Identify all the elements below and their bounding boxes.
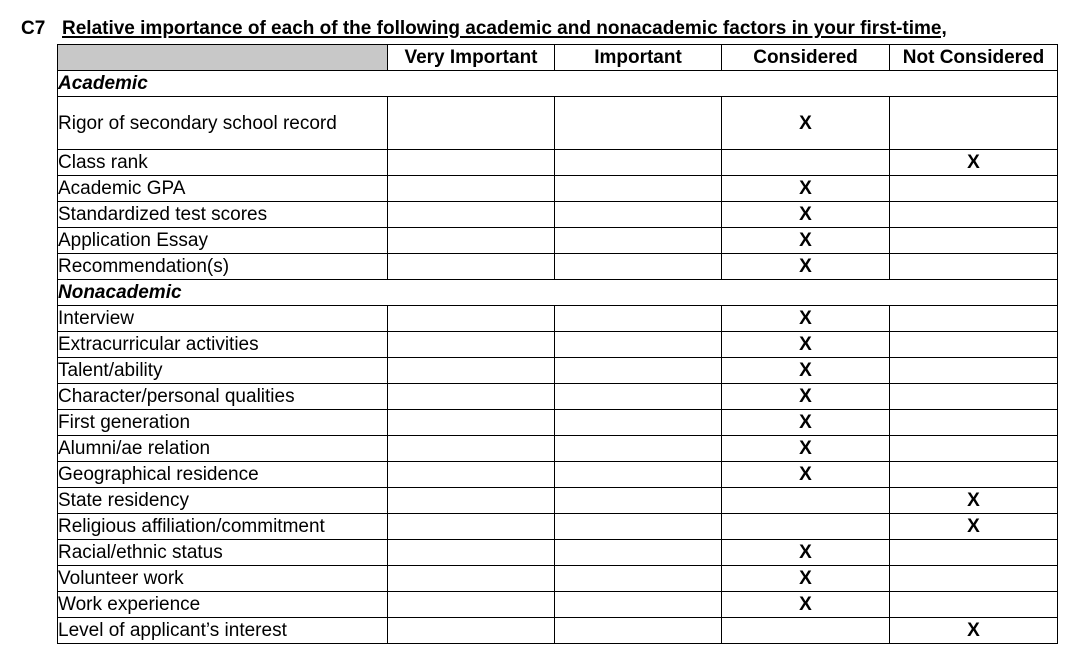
- column-header-very-important: Very Important: [388, 45, 555, 71]
- question-heading: [21, 17, 947, 41]
- table-row: [58, 592, 1058, 618]
- rating-mark: X: [722, 306, 890, 332]
- rating-cell-not-considered: [890, 306, 1058, 332]
- factor-label: Class rank: [58, 150, 388, 176]
- section-row: [58, 71, 1058, 97]
- factor-label: First generation: [58, 410, 388, 436]
- table-row: [58, 358, 1058, 384]
- rating-cell-very-important: [388, 358, 555, 384]
- table-row: [58, 488, 1058, 514]
- factors-table: [57, 44, 1058, 644]
- rating-mark: X: [722, 566, 890, 592]
- rating-cell-very-important: [388, 384, 555, 410]
- rating-cell-important: [555, 254, 722, 280]
- rating-mark: X: [722, 462, 890, 488]
- question-code: C7: [21, 18, 46, 39]
- rating-cell-not-considered: [890, 176, 1058, 202]
- rating-cell-not-considered: [890, 384, 1058, 410]
- factor-label: Volunteer work: [58, 566, 388, 592]
- table-row: [58, 410, 1058, 436]
- rating-mark: X: [722, 384, 890, 410]
- rating-cell-important: [555, 202, 722, 228]
- rating-cell-very-important: [388, 150, 555, 176]
- rating-cell-very-important: [388, 202, 555, 228]
- factor-label: Character/personal qualities: [58, 384, 388, 410]
- column-header-not-considered: Not Considered: [890, 45, 1058, 71]
- question-title: Relative importance of each of the following academic and nonacademic factors in your first-time,: [62, 18, 947, 39]
- rating-cell-important: [555, 384, 722, 410]
- rating-cell-important: [555, 462, 722, 488]
- section-label: Academic: [58, 71, 1058, 97]
- table-row: [58, 97, 1058, 150]
- section-label: Nonacademic: [58, 280, 1058, 306]
- rating-cell-important: [555, 306, 722, 332]
- column-header-considered: Considered: [722, 45, 890, 71]
- rating-cell-very-important: [388, 176, 555, 202]
- section-row: [58, 280, 1058, 306]
- rating-cell-not-considered: [890, 332, 1058, 358]
- factor-label: Level of applicant’s interest: [58, 618, 388, 644]
- rating-cell-very-important: [388, 462, 555, 488]
- rating-cell-important: [555, 514, 722, 540]
- rating-mark: X: [722, 97, 890, 150]
- rating-cell-considered: [722, 514, 890, 540]
- rating-cell-very-important: [388, 540, 555, 566]
- factor-label: Application Essay: [58, 228, 388, 254]
- rating-mark: X: [722, 410, 890, 436]
- rating-mark: X: [722, 592, 890, 618]
- rating-cell-very-important: [388, 97, 555, 150]
- factor-label: Racial/ethnic status: [58, 540, 388, 566]
- factor-label: Rigor of secondary school record: [58, 97, 388, 150]
- table-row: [58, 384, 1058, 410]
- table-row: [58, 332, 1058, 358]
- factor-label: Geographical residence: [58, 462, 388, 488]
- rating-cell-not-considered: [890, 228, 1058, 254]
- rating-cell-not-considered: [890, 436, 1058, 462]
- factor-label: Work experience: [58, 592, 388, 618]
- table-row: [58, 514, 1058, 540]
- rating-cell-important: [555, 540, 722, 566]
- factor-label: Alumni/ae relation: [58, 436, 388, 462]
- rating-cell-not-considered: [890, 410, 1058, 436]
- rating-cell-very-important: [388, 436, 555, 462]
- rating-cell-not-considered: [890, 462, 1058, 488]
- rating-cell-important: [555, 618, 722, 644]
- rating-mark: X: [890, 514, 1058, 540]
- rating-cell-important: [555, 176, 722, 202]
- factor-label: Extracurricular activities: [58, 332, 388, 358]
- rating-mark: X: [722, 176, 890, 202]
- rating-cell-very-important: [388, 228, 555, 254]
- factor-label: Interview: [58, 306, 388, 332]
- table-row: [58, 254, 1058, 280]
- rating-cell-not-considered: [890, 358, 1058, 384]
- rating-cell-very-important: [388, 566, 555, 592]
- factor-label: State residency: [58, 488, 388, 514]
- column-header-important: Important: [555, 45, 722, 71]
- rating-cell-very-important: [388, 410, 555, 436]
- rating-cell-very-important: [388, 306, 555, 332]
- rating-mark: X: [722, 202, 890, 228]
- rating-cell-important: [555, 566, 722, 592]
- table-row: [58, 150, 1058, 176]
- rating-mark: X: [722, 254, 890, 280]
- table-row: [58, 436, 1058, 462]
- rating-cell-considered: [722, 488, 890, 514]
- rating-cell-important: [555, 436, 722, 462]
- table-row: [58, 618, 1058, 644]
- rating-cell-important: [555, 150, 722, 176]
- rating-cell-very-important: [388, 514, 555, 540]
- table-row: [58, 202, 1058, 228]
- rating-cell-very-important: [388, 254, 555, 280]
- rating-mark: X: [890, 618, 1058, 644]
- rating-cell-important: [555, 488, 722, 514]
- factor-label: Religious affiliation/commitment: [58, 514, 388, 540]
- header-blank-cell: [58, 45, 388, 71]
- rating-mark: X: [890, 150, 1058, 176]
- table-row: [58, 566, 1058, 592]
- table-row: [58, 228, 1058, 254]
- rating-cell-not-considered: [890, 566, 1058, 592]
- table-row: [58, 306, 1058, 332]
- table-row: [58, 540, 1058, 566]
- table-row: [58, 176, 1058, 202]
- rating-cell-very-important: [388, 618, 555, 644]
- rating-cell-not-considered: [890, 592, 1058, 618]
- rating-cell-not-considered: [890, 540, 1058, 566]
- header-row: [58, 45, 1058, 71]
- rating-mark: X: [722, 228, 890, 254]
- factor-label: Standardized test scores: [58, 202, 388, 228]
- factor-label: Talent/ability: [58, 358, 388, 384]
- rating-cell-important: [555, 410, 722, 436]
- factor-label: Recommendation(s): [58, 254, 388, 280]
- rating-mark: X: [722, 332, 890, 358]
- rating-cell-important: [555, 332, 722, 358]
- table-body: [58, 71, 1058, 644]
- rating-mark: X: [890, 488, 1058, 514]
- rating-cell-not-considered: [890, 97, 1058, 150]
- rating-mark: X: [722, 540, 890, 566]
- rating-cell-considered: [722, 618, 890, 644]
- rating-cell-not-considered: [890, 254, 1058, 280]
- table-row: [58, 462, 1058, 488]
- rating-mark: X: [722, 358, 890, 384]
- rating-cell-not-considered: [890, 202, 1058, 228]
- rating-cell-very-important: [388, 332, 555, 358]
- rating-cell-very-important: [388, 592, 555, 618]
- rating-cell-considered: [722, 150, 890, 176]
- rating-mark: X: [722, 436, 890, 462]
- rating-cell-important: [555, 592, 722, 618]
- rating-cell-very-important: [388, 488, 555, 514]
- factor-label: Academic GPA: [58, 176, 388, 202]
- rating-cell-important: [555, 97, 722, 150]
- rating-cell-important: [555, 358, 722, 384]
- rating-cell-important: [555, 228, 722, 254]
